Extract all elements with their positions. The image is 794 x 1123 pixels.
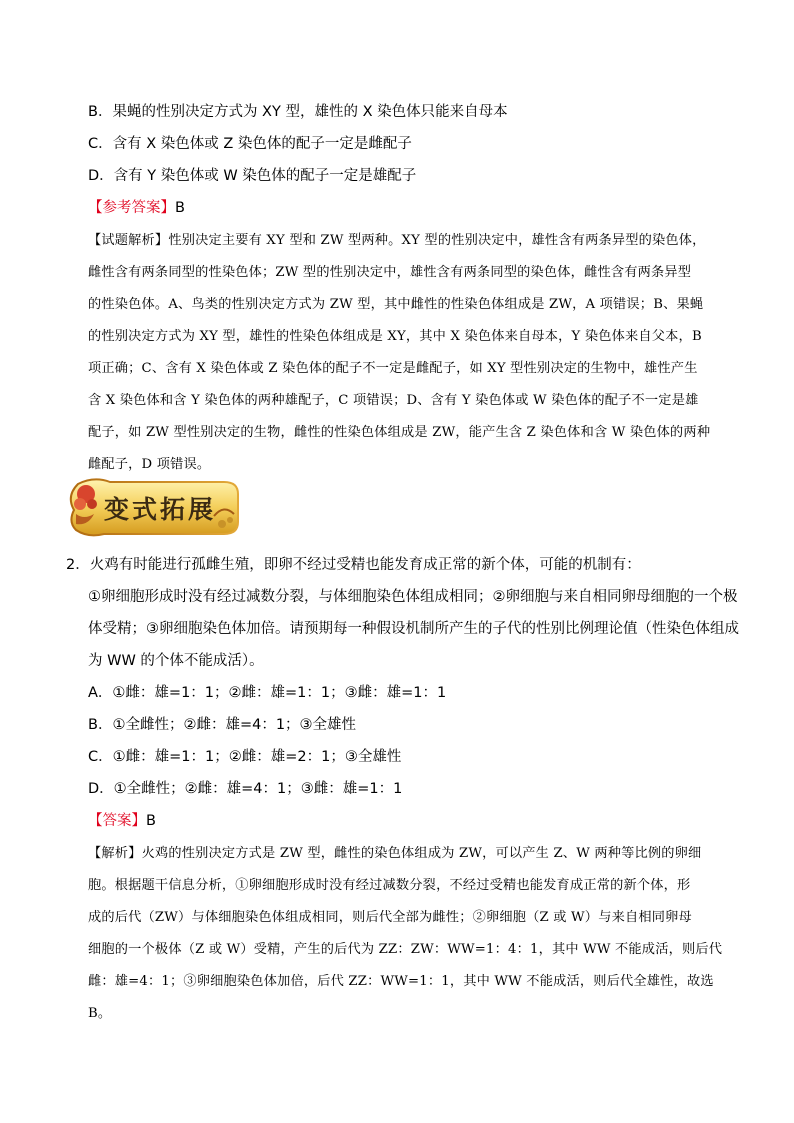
q1-analysis-line: 的性别决定方式为 XY 型，雄性的性染色体组成是 XY，其中 X 染色体来自母本，Y 染色体来自父本，B (88, 329, 702, 344)
q1-analysis-line: 雌配子，D 项错误。 (88, 457, 211, 472)
answer-label: 【参考答案】 (88, 200, 175, 216)
q2-option-b: B．①全雌性；②雌：雄=4：1；③全雄性 (88, 717, 357, 733)
q2-option-c: C．①雌：雄=1：1；②雌：雄=2：1；③全雄性 (88, 749, 402, 765)
q1-analysis-line: 雌性含有两条同型的性染色体；ZW 型的性别决定中，雄性含有两条同型的染色体，雌性含有两条异型 (88, 265, 692, 280)
q2-analysis-line (88, 842, 728, 861)
q1-option-d: D．含有 Y 染色体或 W 染色体的配子一定是雄配子 (88, 168, 417, 184)
q1-option-b: B．果蝇的性别决定方式为 XY 型，雄性的 X 染色体只能来自母本 (88, 104, 508, 120)
q2-analysis-line: 细胞的一个极体（Z 或 W）受精，产生的后代为 ZZ：ZW：WW=1：4：1，其中 WW 不能成活，则后代 (88, 942, 723, 957)
q1-analysis-line: 配子，如 ZW 型性别决定的生物，雌性的性染色体组成是 ZW，能产生含 Z 染色体和含 W 染色体的两种 (88, 425, 711, 440)
q2-analysis-line: 成的后代（ZW）与体细胞染色体组成相同，则后代全部为雌性；②卵细胞（Z 或 W）与来自相同卵母 (88, 910, 692, 925)
section-banner (64, 474, 244, 540)
answer-value: B (146, 813, 156, 829)
q2-stem-line: 2．火鸡有时能进行孤雌生殖，即卵不经过受精也能发育成正常的新个体，可能的机制有： (66, 557, 641, 573)
q2-stem-line: 为 WW 的个体不能成活）。 (88, 653, 264, 669)
q2-analysis-line: 雌：雄=4：1；③卵细胞染色体加倍，后代 ZZ：WW=1：1，其中 WW 不能成活，则后代全雄性，故选 (88, 974, 714, 989)
answer-value: B (175, 200, 185, 216)
banner-title: 变式拓展 (104, 495, 217, 524)
analysis-text: 性别决定主要有 XY 型和 ZW 型两种。XY 型的性别决定中，雄性含有两条异型的染色体， (168, 233, 706, 248)
q1-analysis-line (88, 229, 728, 248)
analysis-text: 火鸡的性别决定方式是 ZW 型，雌性的染色体组成为 ZW，可以产生 Z、W 两种等比例的卵细 (141, 846, 702, 861)
q1-analysis-line: 的性染色体。A、鸟类的性别决定方式为 ZW 型，其中雌性的性染色体组成是 ZW，A 项错误；B、果蝇 (88, 297, 704, 312)
q2-analysis-line: 胞。根据题干信息分析，①卵细胞形成时没有经过减数分裂，不经过受精也能发育成正常的新个体，形 (88, 878, 691, 893)
analysis-label: 【解析】 (88, 846, 142, 861)
q1-answer (88, 196, 185, 217)
analysis-label: 【试题解析】 (88, 233, 169, 248)
q2-answer (88, 809, 156, 830)
q1-analysis-line: 含 X 染色体和含 Y 染色体的两种雄配子，C 项错误；D、含有 Y 染色体或 W 染色体的配子不一定是雄 (88, 393, 699, 408)
q2-stem-line: 体受精；③卵细胞染色体加倍。请预期每一种假设机制所产生的子代的性别比例理论值（性染色体组成 (88, 621, 739, 637)
q2-stem-line: ①卵细胞形成时没有经过减数分裂，与体细胞染色体组成相同；②卵细胞与来自相同卵母细胞的一个极 (88, 589, 738, 605)
q2-analysis-line: B。 (88, 1006, 112, 1021)
q1-option-c: C．含有 X 染色体或 Z 染色体的配子一定是雌配子 (88, 136, 412, 152)
answer-label: 【答案】 (88, 813, 146, 829)
q2-option-a: A．①雌：雄=1：1；②雌：雄=1：1；③雌：雄=1：1 (88, 685, 447, 701)
q2-option-d: D．①全雌性；②雌：雄=4：1；③雌：雄=1：1 (88, 781, 403, 797)
q1-analysis-line: 项正确；C、含有 X 染色体或 Z 染色体的配子不一定是雌配子，如 XY 型性别决定的生物中，雄性产生 (88, 361, 698, 376)
